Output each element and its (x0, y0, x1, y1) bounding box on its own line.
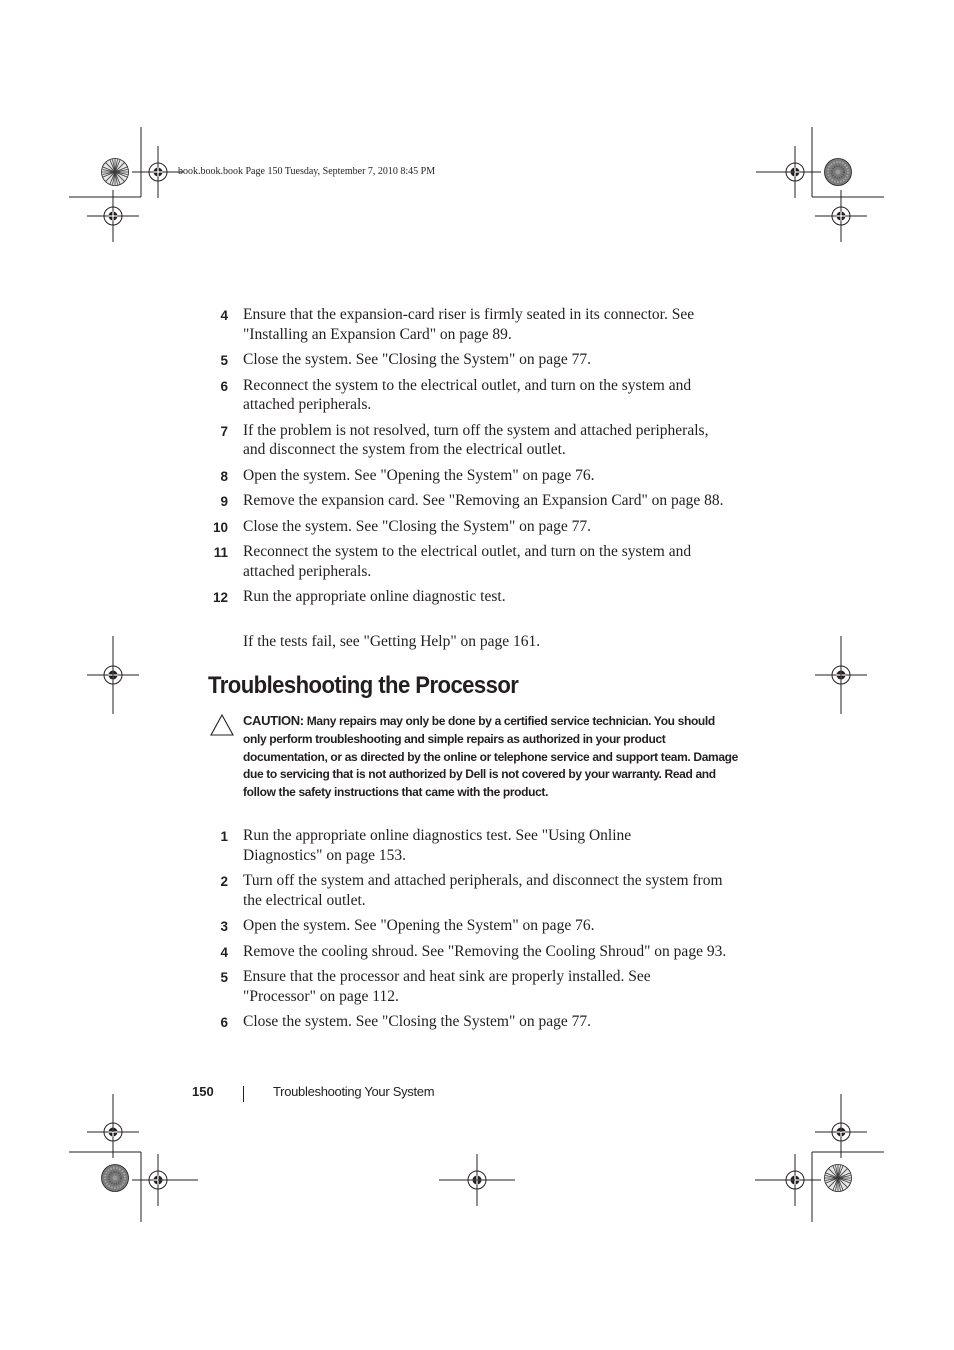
step-number: 6 (220, 1015, 228, 1030)
list-item (200, 421, 713, 460)
list-item (200, 916, 740, 936)
printer-target-icon (825, 1165, 852, 1192)
list-item (200, 942, 728, 962)
step-text: If the problem is not resolved, turn off the system and attached peripherals, and disconnect the system from the electrical outlet. (243, 421, 709, 458)
step-number: 8 (220, 468, 228, 484)
printer-target-icon (825, 159, 852, 186)
registration-crosshair-icon (132, 146, 184, 198)
list-item (200, 466, 740, 486)
step-text: Open the system. See "Opening the System" on page 76. (243, 917, 595, 934)
list-item (200, 826, 683, 865)
step-text: Turn off the system and attached peripherals, and disconnect the system from the electrical outlet. (243, 872, 723, 909)
chapter-title: Troubleshooting Your System (273, 1084, 435, 1099)
print-slug: book.book.book Page 150 Tuesday, September 7, 2010 8:45 PM (178, 166, 436, 177)
list-item (200, 1012, 740, 1032)
registration-crosshair-icon (815, 190, 867, 242)
caution-text (243, 712, 738, 802)
list-item (200, 376, 740, 415)
step-text: Run the appropriate online diagnostics test. See "Using Online Diagnostics" on page 153. (243, 827, 632, 864)
step-number: 3 (220, 919, 228, 934)
step-text: Close the system. See "Closing the System" on page 77. (243, 351, 592, 368)
page-number: 150 (192, 1084, 214, 1099)
step-text: Close the system. See "Closing the System" on page 77. (243, 517, 592, 535)
step-text: Ensure that the processor and heat sink are properly installed. See "Processor" on page 112. (243, 968, 651, 1005)
step-text: Ensure that the expansion-card riser is firmly seated in its connector. See "Installing an Expansion Card" on page 89. (243, 306, 695, 343)
step-number: 7 (220, 423, 228, 439)
step-number: 12 (212, 590, 228, 605)
list-item (200, 542, 740, 581)
caution-notice (208, 712, 738, 802)
list-item (200, 350, 740, 370)
step-number: 5 (220, 970, 228, 985)
list-item (200, 517, 740, 537)
step-number: 9 (220, 494, 228, 509)
step-number: 6 (220, 378, 228, 394)
caution-body: Many repairs may only be done by a certified service technician. You should only perform troubleshooting and simple repairs as authorized in your product documentation, or as directed by the online or telephone service and support team. Damage due to servicing that is not authorized by Dell is not covered by your warranty. Read and follow the safety instructions that came with the product. (243, 714, 738, 800)
list-item (200, 967, 688, 1006)
list-item (200, 305, 708, 344)
step-number: 11 (213, 545, 228, 560)
step-text: Close the system. See "Closing the System" on page 77. (243, 1013, 592, 1030)
caution-triangle-icon (210, 714, 234, 736)
list-item (200, 587, 740, 607)
list-item (200, 491, 728, 511)
step-number: 4 (220, 308, 228, 323)
step-number: 10 (212, 519, 228, 535)
registration-crosshair-icon (87, 190, 139, 242)
step-text: Open the system. See "Opening the System" on page 76. (243, 466, 595, 484)
step-text: Reconnect the system to the electrical outlet, and turn on the system and attached peripherals. (243, 376, 692, 413)
footer-divider (243, 1086, 244, 1102)
caution-label: CAUTION: (243, 713, 304, 728)
section-title: Troubleshooting the Processor (208, 672, 519, 699)
list-item (200, 871, 740, 910)
step-text: Reconnect the system to the electrical outlet, and turn on the system and attached peripherals. (243, 543, 692, 580)
step-number: 5 (220, 353, 228, 368)
step-list-expansion-card (200, 305, 740, 607)
step-number: 2 (220, 874, 228, 889)
step-number: 4 (220, 944, 228, 960)
step-text: Remove the cooling shroud. See "Removing the Cooling Shroud" on page 93. (243, 942, 727, 960)
tests-fail-note: If the tests fail, see "Getting Help" on page 161. (243, 633, 541, 650)
step-text: Run the appropriate online diagnostic test. (243, 588, 506, 605)
printer-target-icon (102, 1165, 129, 1192)
step-text: Remove the expansion card. See "Removing an Expansion Card" on page 88. (243, 492, 724, 509)
printer-target-icon (102, 159, 129, 186)
step-list-processor (200, 826, 740, 1032)
step-number: 1 (220, 829, 228, 844)
